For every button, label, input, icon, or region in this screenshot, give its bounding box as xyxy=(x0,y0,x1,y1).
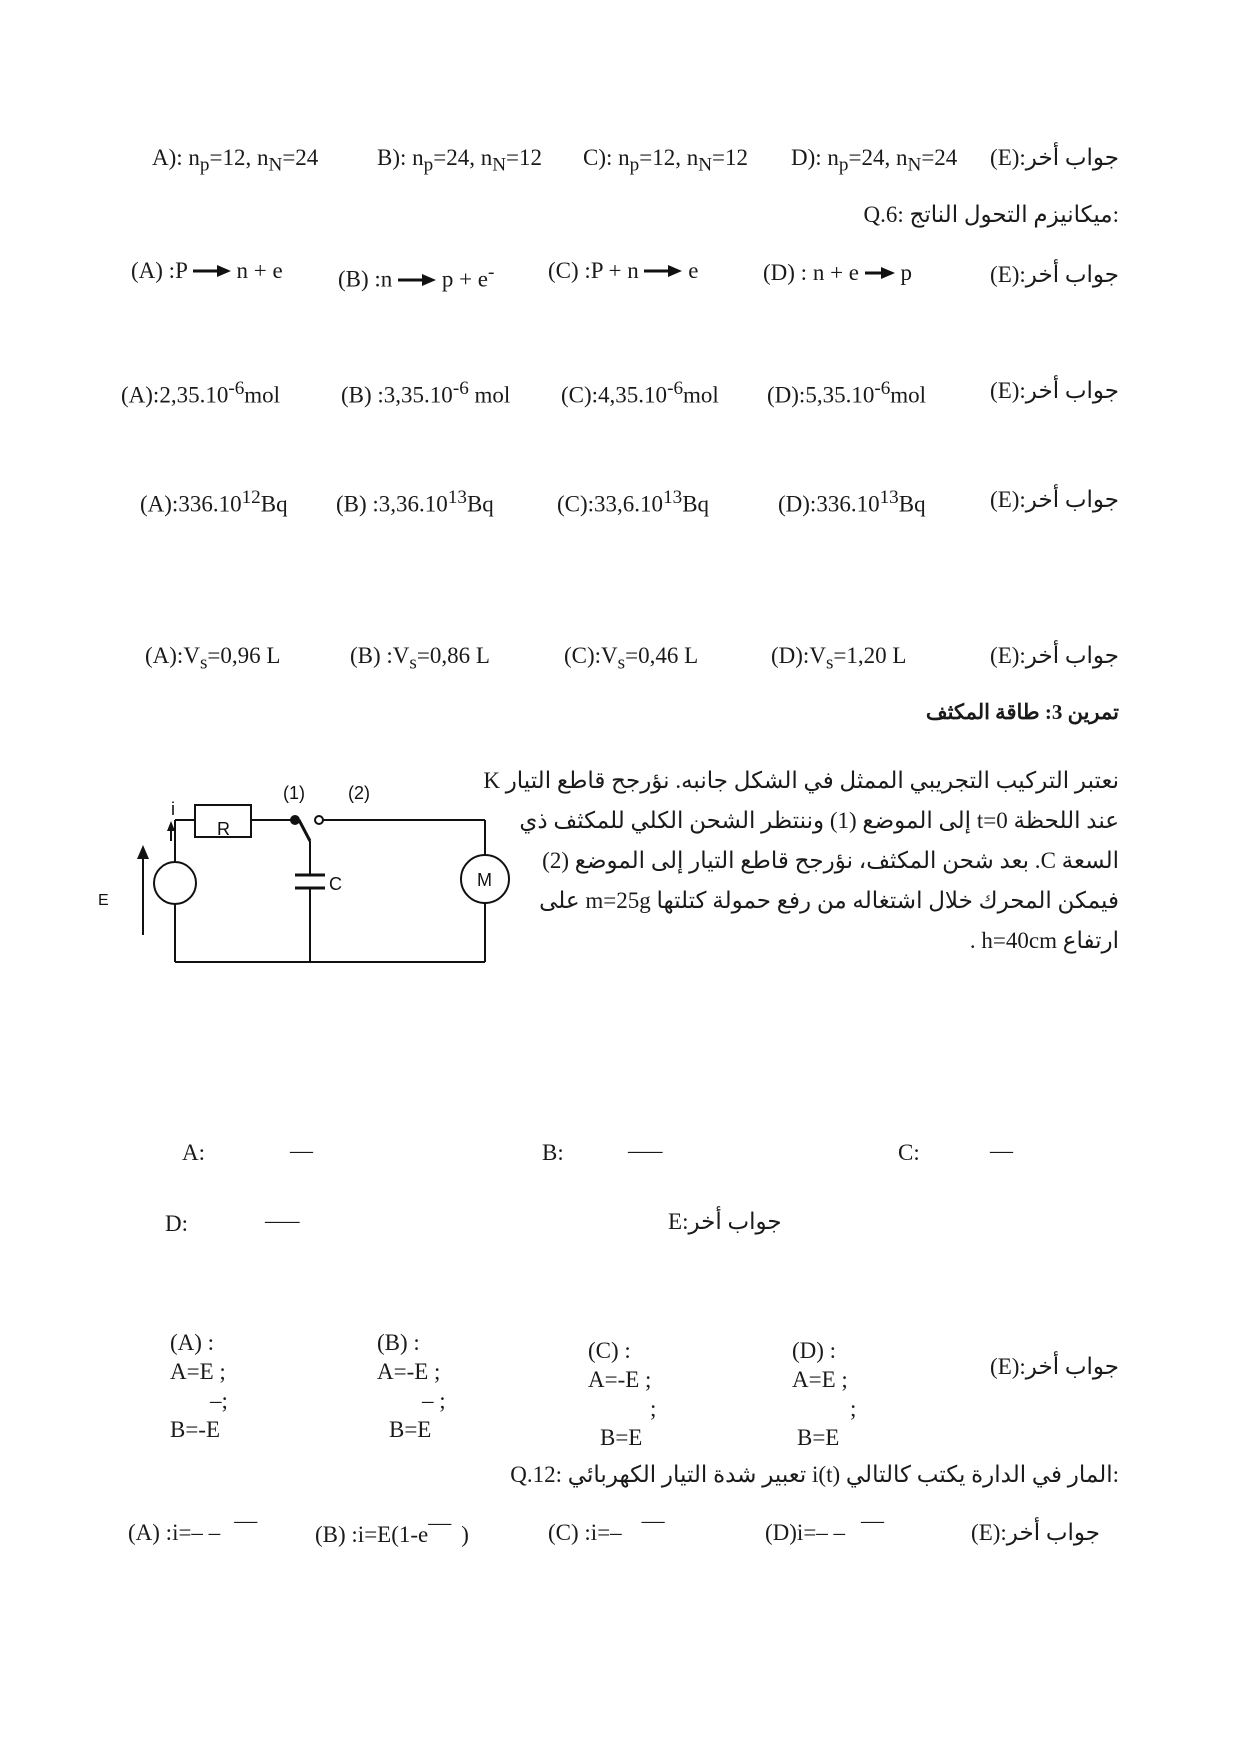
q12-option-e[interactable]: جواب أخر:(E) xyxy=(971,1520,1100,1545)
q10-option-b-fraction: –— xyxy=(628,1138,663,1163)
q7-option-c[interactable]: $(C):4,35.10^{-6}mol$ xyxy=(561,378,719,408)
q12-option-d[interactable] xyxy=(765,1508,885,1546)
generator-symbol xyxy=(154,862,196,904)
q10-option-c-fraction: — xyxy=(990,1138,1013,1163)
q9-option-a[interactable]: $(A):V_s=0,96$ L xyxy=(145,643,281,674)
q11-a-label: (A) : xyxy=(170,1330,215,1355)
q11-option-c[interactable] xyxy=(588,1336,656,1452)
q12-b-exponent-bar: — xyxy=(428,1510,452,1535)
q11-c-label: (C) : xyxy=(588,1338,631,1363)
q12-question: Q.12: تعبير شدة التيار الكهربائي i(t) المار في الدارة يكتب كالتالي: xyxy=(510,1462,1119,1487)
switch-position-1-label: (1) xyxy=(283,783,305,803)
q11-d-label: (D) : xyxy=(792,1338,837,1363)
q8-option-a[interactable]: (A):336.10$^{12}$Bq xyxy=(140,487,288,517)
q12-option-b[interactable] xyxy=(315,1510,469,1548)
q10-option-a-fraction: — xyxy=(290,1138,313,1163)
q7-option-b[interactable]: (B) $:3,35.10^{-6}$ mol xyxy=(341,378,511,408)
q9-option-b[interactable]: (B) $:V_s=0,86$ L xyxy=(350,643,490,674)
switch-position-2-label: (2) xyxy=(348,783,370,803)
q12-c-fraction-bar: — xyxy=(641,1508,665,1533)
q5-option-a[interactable]: A): $n_p=12$, $n_N=24$ xyxy=(152,145,319,176)
q12-b-paren: ) xyxy=(461,1522,469,1547)
q11-a-value-alpha: –; xyxy=(210,1388,228,1413)
q11-b-value-a: A=-E ; xyxy=(377,1359,441,1384)
capacitor-label: C xyxy=(329,874,342,894)
q11-d-value-b: B=E xyxy=(797,1425,840,1450)
q11-b-value-alpha: – ; xyxy=(422,1388,446,1413)
exercise3-title: تمرين 3: طاقة المكثف xyxy=(925,700,1119,724)
intro-line-2: عند اللحظة t=0 إلى الموضع (1) وننتظر الشحن الكلي للمكثف ذي xyxy=(519,808,1119,833)
voltage-label: E xyxy=(98,892,109,909)
q6-question: Q.6: ميكانيزم التحول الناتج: xyxy=(863,202,1119,227)
q10-option-c-label[interactable]: C: xyxy=(898,1140,920,1165)
q6-option-a[interactable]: (A) :P n + e xyxy=(131,258,283,283)
q11-option-d[interactable] xyxy=(792,1336,856,1452)
q11-d-value-alpha: ; xyxy=(850,1396,857,1421)
voltage-arrow-icon xyxy=(137,845,149,859)
q5-option-d[interactable]: D): $n_p=24$, $n_N=24$ xyxy=(791,145,958,176)
q10-option-e[interactable]: جواب أخر:E xyxy=(668,1209,782,1234)
q9-option-e[interactable]: جواب أخر:(E) xyxy=(990,643,1119,668)
intro-line-4: فيمكن المحرك خلال اشتغاله من رفع حمولة كتلتها m=25g على xyxy=(539,888,1119,913)
q9-option-d[interactable]: $(D):V_s=1,20$ L xyxy=(771,643,907,674)
q12-b-text: (B) :i=E(1-e xyxy=(315,1522,429,1547)
switch-blade xyxy=(299,820,310,841)
q8-option-c[interactable]: (C):33,6.10$^{13}$Bq xyxy=(557,487,710,517)
q6-option-e[interactable]: جواب أخر:(E) xyxy=(990,262,1119,287)
q12-option-c[interactable] xyxy=(548,1508,665,1546)
q12-a-text: (A) :i=– – xyxy=(128,1520,221,1545)
arrow-right-icon xyxy=(865,266,895,280)
switch-contact-2 xyxy=(315,816,323,824)
circuit-diagram xyxy=(85,775,530,965)
q7-option-d[interactable]: $(D):5,35.10^{-6}mol$ xyxy=(767,378,927,408)
q12-option-a[interactable] xyxy=(128,1508,258,1546)
q11-c-value-b: B=E xyxy=(600,1425,643,1450)
q11-c-value-alpha: ; xyxy=(650,1396,657,1421)
q8-option-d[interactable]: (D):336.10$^{13}$Bq xyxy=(778,487,926,517)
q6-option-c[interactable]: (C) :P + n e xyxy=(548,258,699,283)
q11-option-a[interactable] xyxy=(170,1328,228,1444)
intro-line-5: ارتفاع h=40cm . xyxy=(969,928,1119,953)
q11-option-b[interactable] xyxy=(377,1328,446,1444)
q11-c-value-a: A=-E ; xyxy=(588,1367,652,1392)
arrow-right-icon xyxy=(398,273,436,287)
q11-option-e[interactable]: جواب أخر:(E) xyxy=(990,1354,1119,1379)
current-arrow-icon xyxy=(167,821,175,831)
q5-option-b[interactable]: B): $n_p=24$, $n_N=12$ xyxy=(377,145,543,176)
q12-a-fraction-bar: — xyxy=(234,1508,258,1533)
switch-contact-1 xyxy=(290,815,300,825)
q7-option-a[interactable]: $(A):2,35.10^{-6}mol$ xyxy=(121,378,281,408)
q10-option-d-label[interactable]: D: xyxy=(165,1211,188,1236)
q5-option-e[interactable]: جواب أخر:(E) xyxy=(990,145,1119,170)
q11-b-value-b: B=E xyxy=(389,1417,432,1442)
arrow-right-icon xyxy=(644,264,682,278)
motor-label: M xyxy=(477,870,492,890)
q9-option-c[interactable]: $(C):V_s=0,46$ L xyxy=(564,643,699,674)
q11-a-value-a: A=E ; xyxy=(170,1359,226,1384)
arrow-right-icon xyxy=(193,264,231,278)
q11-b-label: (B) : xyxy=(377,1330,420,1355)
q6-option-d[interactable]: (D) : n + e p xyxy=(763,260,912,285)
q12-d-fraction-bar: — xyxy=(861,1508,885,1533)
q12-c-text: (C) :i=– xyxy=(548,1520,622,1545)
q5-option-c[interactable]: C): $n_p=12$, $n_N=12$ xyxy=(583,145,749,176)
q10-option-a-label[interactable]: A: xyxy=(182,1140,205,1165)
q12-d-text: (D)i=– – xyxy=(765,1520,846,1545)
q8-option-e[interactable]: جواب أخر:(E) xyxy=(990,487,1119,512)
q10-option-d-fraction: –— xyxy=(265,1208,300,1233)
q6-option-b[interactable]: (B) :n p + e- xyxy=(338,262,495,292)
resistor-label: R xyxy=(217,819,230,839)
q8-option-b[interactable]: (B) :3,36.10$^{13}$Bq xyxy=(336,487,494,517)
intro-line-1: نعتبر التركيب التجريبي الممثل في الشكل جانبه. نؤرجح قاطع التيار K xyxy=(483,768,1119,793)
q11-d-value-a: A=E ; xyxy=(792,1367,848,1392)
q7-option-e[interactable]: جواب أخر:(E) xyxy=(990,378,1119,403)
intro-line-3: السعة C. بعد شحن المكثف، نؤرجح قاطع التيار إلى الموضع (2) xyxy=(542,848,1119,873)
q11-a-value-b: B=-E xyxy=(170,1417,221,1442)
current-label: i xyxy=(171,799,175,819)
q10-option-b-label[interactable]: B: xyxy=(542,1140,564,1165)
